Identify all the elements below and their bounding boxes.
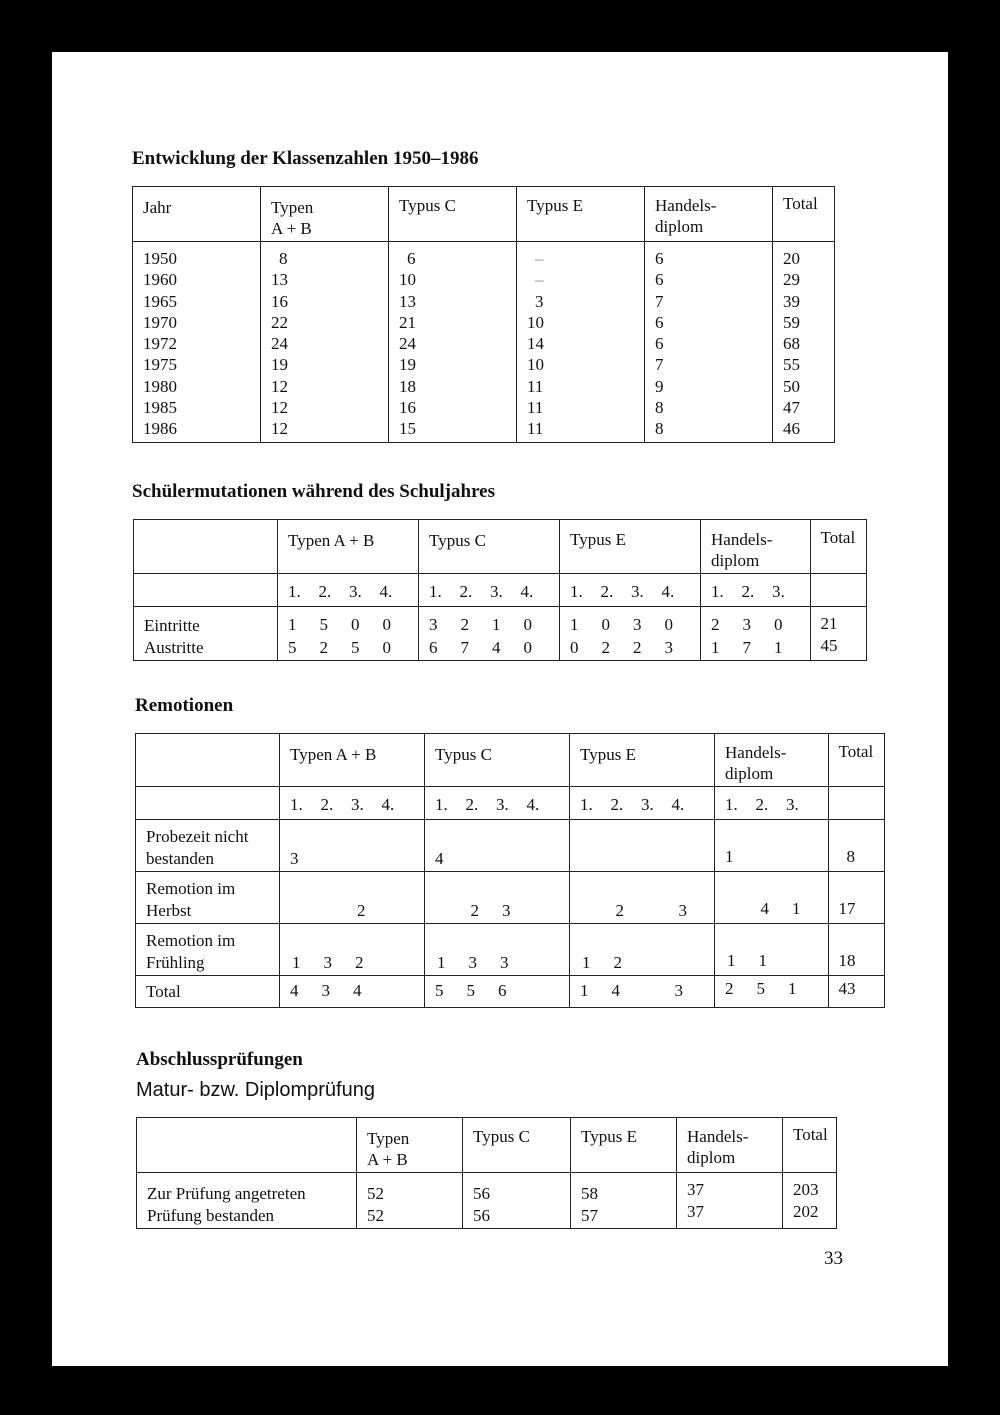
col-header-typus-c: Typus C: [389, 187, 517, 242]
values-ab: [280, 872, 425, 924]
group-header-typen-ab: Typen A + B: [280, 734, 425, 787]
cell: 15: [399, 419, 416, 439]
section-title-klassenzahlen: Entwicklung der Klassenzahlen 1950–1986: [132, 148, 479, 169]
document-page: [52, 52, 948, 1366]
quarter-label: 2.: [459, 582, 473, 601]
group-header-total: Total: [810, 520, 866, 574]
cell: 2: [725, 979, 734, 998]
values-h: [715, 976, 829, 1008]
quarters-e: [570, 787, 715, 820]
cell: 0: [382, 637, 391, 657]
quarter-label: 3.: [631, 582, 644, 601]
group-header-typus-c: Typus C: [419, 520, 560, 574]
table-row-probezeit: [136, 820, 885, 872]
values-h: [715, 820, 829, 872]
cell: 2: [357, 900, 366, 920]
cell: 3: [500, 952, 509, 972]
cell: 1985: [143, 398, 177, 418]
cell: 37: [687, 1201, 704, 1221]
cell: 2: [613, 952, 622, 972]
cell: 5: [351, 637, 360, 657]
cell: 10: [527, 355, 544, 375]
quarter-label: 1.: [288, 582, 301, 601]
col-handelsdiplom: [645, 242, 773, 443]
cell: 16: [399, 398, 416, 418]
cell: –: [535, 270, 544, 290]
col-header-handelsdiplom: Handels- diplom: [645, 187, 773, 242]
cell: 1: [774, 637, 783, 657]
cell: 1: [580, 981, 589, 1000]
cell: [353, 849, 385, 870]
quarter-label: 1.: [429, 582, 442, 601]
col-header-typus-c: Typus C: [463, 1118, 571, 1173]
cell: [385, 849, 417, 870]
row-label: Probezeit nicht bestanden: [136, 820, 280, 872]
quarters-e: [560, 574, 701, 607]
values-c: [425, 872, 570, 924]
row-label: Total: [136, 976, 280, 1008]
cell: 0: [382, 615, 391, 634]
quarter-label: 4.: [661, 582, 675, 601]
cell: 7: [460, 637, 469, 657]
cell: 12: [271, 398, 288, 418]
table-klassenzahlen: [132, 186, 835, 443]
cell: 19: [271, 355, 288, 375]
page-number: 33: [824, 1248, 843, 1269]
cell: 5: [756, 979, 765, 998]
cell: 3: [674, 981, 683, 1000]
values-c: [463, 1173, 571, 1229]
row-label-bestanden: Prüfung bestanden: [147, 1205, 275, 1225]
cell: 11: [527, 376, 544, 396]
quarters-ab: [278, 574, 419, 607]
cell: 57: [581, 1205, 598, 1225]
cell: 39: [783, 291, 800, 311]
quarter-label: 3.: [496, 795, 509, 814]
cell: [729, 899, 761, 920]
values-c: [419, 607, 560, 661]
cell: 9: [655, 376, 664, 396]
cell: 5: [466, 981, 475, 1000]
quarter-label: 3.: [349, 582, 362, 601]
col-jahr: [133, 242, 261, 443]
cell: 16: [271, 291, 288, 311]
col-header-typen-ab: Typen A + B: [357, 1118, 463, 1173]
cell: 3: [468, 952, 477, 972]
cell: [788, 847, 820, 868]
table-abschlusspruefungen: [136, 1117, 837, 1229]
empty-header-cell: [134, 520, 278, 574]
cell: [532, 953, 564, 974]
cell: 52: [367, 1205, 384, 1225]
quarter-header-row: [134, 574, 867, 607]
cell: 14: [527, 334, 544, 354]
cell: 18: [399, 376, 416, 396]
cell: 7: [742, 637, 751, 657]
values-ab: [278, 607, 419, 661]
cell: 3: [664, 637, 673, 657]
cell: 1: [788, 979, 797, 998]
cell: [387, 953, 419, 974]
cell: 21: [820, 614, 838, 633]
cell: 1972: [143, 334, 177, 354]
cell: [326, 901, 358, 922]
cell: [534, 901, 566, 922]
row-label-austritte: Austritte: [144, 637, 204, 657]
total-cell: 8: [828, 820, 884, 872]
cell: 3: [290, 848, 299, 868]
cell: 52: [367, 1184, 384, 1203]
col-typus-e: [517, 242, 645, 443]
cell: 0: [523, 637, 532, 657]
cell: 12: [271, 419, 288, 439]
total-cell: 17: [828, 872, 884, 924]
cell: 5: [288, 637, 297, 657]
quarter-label: 4.: [520, 582, 534, 601]
quarter-label: 3.: [641, 795, 654, 814]
values-ab: [280, 924, 425, 976]
cell: 50: [783, 376, 800, 396]
cell: 1970: [143, 312, 177, 332]
col-typus-c: [389, 242, 517, 443]
cell: 6: [655, 270, 664, 290]
cell: 4: [760, 898, 769, 918]
group-header-typus-e: Typus E: [560, 520, 701, 574]
cell: [530, 981, 562, 1002]
cell: 2: [633, 637, 642, 657]
cell: 4: [290, 981, 299, 1000]
cell: 10: [399, 270, 416, 290]
cell: [584, 901, 616, 922]
cell: 2: [319, 637, 328, 657]
quarter-label: 4.: [381, 795, 395, 814]
values-ab: [280, 820, 425, 872]
col-total: [773, 242, 835, 443]
quarters-ab: [280, 787, 425, 820]
quarter-label: 1.: [580, 795, 593, 814]
row-label-angetreten: Zur Prüfung angetreten: [147, 1184, 306, 1203]
cell: 12: [271, 376, 288, 396]
cell: 202: [793, 1201, 819, 1221]
group-header-typus-e: Typus E: [570, 734, 715, 787]
cell: 1986: [143, 419, 177, 439]
quarter-label: 1.: [435, 795, 448, 814]
cell: 10: [527, 312, 544, 332]
table-header-row: [137, 1118, 837, 1173]
values-total: [783, 1173, 837, 1229]
cell: 1960: [143, 270, 177, 290]
quarter-label: 3.: [772, 582, 785, 601]
empty-cell: [134, 574, 278, 607]
col-typen-ab: [261, 242, 389, 443]
cell: 1: [711, 637, 720, 657]
cell: [530, 849, 562, 870]
cell: 56: [473, 1184, 490, 1203]
quarter-label: 1.: [725, 795, 738, 814]
cell: 1: [437, 952, 446, 972]
values-ab: [357, 1173, 463, 1229]
table-row-herbst: [136, 872, 885, 924]
cell: 7: [655, 291, 664, 311]
row-labels: [134, 607, 278, 661]
quarters-c: [425, 787, 570, 820]
values-c: [425, 976, 570, 1008]
section-subtitle: Matur- bzw. Diplomprüfung: [136, 1079, 375, 1101]
cell: 8: [655, 398, 664, 418]
cell: [294, 901, 326, 922]
values-ab: [280, 976, 425, 1008]
col-header-typus-e: Typus E: [517, 187, 645, 242]
cell: 1: [582, 952, 591, 972]
cell: 3: [429, 615, 438, 634]
col-header-total: Total: [783, 1118, 837, 1173]
cell: 0: [601, 615, 610, 634]
total-cell: 43: [828, 976, 884, 1008]
group-header-handelsdiplom: Handels- diplom: [701, 520, 811, 574]
cell: 1980: [143, 376, 177, 396]
values-e: [570, 976, 715, 1008]
cell: 4: [435, 848, 444, 868]
cell: 2: [460, 615, 469, 634]
values-total: [810, 607, 866, 661]
row-label: Remotion im Herbst: [136, 872, 280, 924]
cell: 37: [687, 1180, 704, 1199]
cell: [439, 901, 471, 922]
quarter-label: 2.: [320, 795, 334, 814]
cell: –: [535, 249, 544, 268]
group-header-total: Total: [828, 734, 884, 787]
cell: 6: [655, 249, 664, 268]
quarter-label: 3.: [786, 795, 799, 814]
quarter-label: 4.: [379, 582, 393, 601]
cell: 11: [527, 419, 544, 439]
empty-cell: [810, 574, 866, 607]
cell: 68: [783, 334, 800, 354]
cell: 21: [399, 312, 416, 332]
row-label: Remotion im Frühling: [136, 924, 280, 976]
cell: 11: [527, 398, 544, 418]
values-c: [425, 924, 570, 976]
cell: 13: [271, 270, 288, 290]
col-header-typus-e: Typus E: [571, 1118, 677, 1173]
cell: 58: [581, 1184, 598, 1203]
cell: 0: [664, 615, 673, 634]
cell: 2: [615, 900, 624, 920]
quarter-label: 1.: [290, 795, 303, 814]
values-e: [570, 820, 715, 872]
table-row-total: [136, 976, 885, 1008]
quarter-label: 3.: [351, 795, 364, 814]
cell: [322, 849, 354, 870]
cell: [757, 847, 789, 868]
cell: 5: [319, 615, 328, 634]
cell: 1: [570, 615, 579, 634]
cell: 47: [783, 398, 800, 418]
cell: 2: [355, 952, 364, 972]
cell: [790, 951, 822, 972]
values-h: [677, 1173, 783, 1229]
section-title-abschlusspruefungen: Abschlussprüfungen: [136, 1049, 303, 1070]
cell: [389, 901, 421, 922]
values-h: [715, 872, 829, 924]
values-e: [571, 1173, 677, 1229]
quarter-label: 1.: [711, 582, 724, 601]
cell: 6: [407, 249, 416, 268]
cell: 2: [470, 900, 479, 920]
cell: 4: [353, 981, 362, 1000]
cell: 1: [292, 952, 301, 972]
cell: 8: [655, 419, 664, 439]
row-label-eintritte: Eintritte: [144, 616, 200, 635]
cell: [385, 981, 417, 1002]
values-e: [560, 607, 701, 661]
col-header-handelsdiplom: Handels- diplom: [677, 1118, 783, 1173]
col-header-jahr: Jahr: [133, 187, 261, 242]
cell: [677, 953, 709, 974]
quarters-h: [715, 787, 829, 820]
table-body-row: [137, 1173, 837, 1229]
cell: 3: [678, 900, 687, 920]
empty-header-cell: [137, 1118, 357, 1173]
quarters-h: [701, 574, 811, 607]
cell: 1: [288, 615, 297, 634]
cell: 59: [783, 312, 800, 332]
quarter-label: 2.: [318, 582, 332, 601]
values-e: [570, 924, 715, 976]
values-e: [570, 872, 715, 924]
quarters-c: [419, 574, 560, 607]
cell: 0: [351, 615, 360, 634]
cell: 6: [655, 334, 664, 354]
quarter-label: 2.: [755, 795, 769, 814]
cell: 5: [435, 981, 444, 1000]
cell: 1: [492, 615, 501, 634]
values-c: [425, 820, 570, 872]
cell: 8: [279, 249, 288, 268]
cell: 1: [758, 950, 767, 970]
cell: 24: [399, 334, 416, 354]
group-header-typus-c: Typus C: [425, 734, 570, 787]
cell: 24: [271, 334, 288, 354]
cell: 0: [570, 637, 579, 657]
group-header-handelsdiplom: Handels- diplom: [715, 734, 829, 787]
table-body-row: [133, 242, 835, 443]
section-title-schuelermutationen: Schülermutationen während des Schuljahres: [132, 481, 495, 502]
cell: 1: [725, 846, 734, 866]
table-remotionen: [135, 733, 885, 1008]
cell: 46: [783, 419, 800, 439]
cell: 4: [492, 637, 501, 657]
cell: 20: [783, 249, 800, 268]
cell: 4: [611, 981, 620, 1000]
table-row-fruehling: [136, 924, 885, 976]
cell: 45: [820, 635, 838, 655]
cell: [467, 849, 499, 870]
col-header-typen-ab: Typen A + B: [261, 187, 389, 242]
cell: 1975: [143, 355, 177, 375]
quarter-header-row: [136, 787, 885, 820]
cell: 13: [399, 291, 416, 311]
quarter-label: 3.: [490, 582, 503, 601]
col-header-total: Total: [773, 187, 835, 242]
cell: [645, 953, 677, 974]
cell: 56: [473, 1205, 490, 1225]
table-body-row: [134, 607, 867, 661]
cell: 2: [601, 637, 610, 657]
cell: 3: [633, 615, 642, 634]
cell: 3: [323, 952, 332, 972]
quarter-label: 2.: [741, 582, 755, 601]
cell: 7: [655, 355, 664, 375]
cell: [647, 901, 679, 922]
cell: 1965: [143, 291, 177, 311]
cell: 3: [535, 291, 544, 311]
cell: 6: [498, 981, 507, 1000]
cell: 19: [399, 355, 416, 375]
cell: 22: [271, 312, 288, 332]
section-title-remotionen: Remotionen: [135, 695, 234, 716]
empty-header-cell: [136, 734, 280, 787]
cell: 2: [711, 615, 720, 634]
cell: [643, 981, 675, 1002]
cell: 1: [727, 950, 736, 970]
cell: [498, 849, 530, 870]
quarter-label: 4.: [526, 795, 540, 814]
cell: 6: [429, 637, 438, 657]
table-header-row: [133, 187, 835, 242]
quarter-label: 1.: [570, 582, 583, 601]
empty-cell: [136, 787, 280, 820]
values-h: [715, 924, 829, 976]
quarter-label: 2.: [465, 795, 479, 814]
row-labels: [137, 1173, 357, 1229]
quarter-label: 4.: [671, 795, 685, 814]
empty-cell: [828, 787, 884, 820]
cell: 1950: [143, 249, 177, 268]
table-header-row: [134, 520, 867, 574]
table-header-row: [136, 734, 885, 787]
cell: 55: [783, 355, 800, 375]
cell: 3: [742, 615, 751, 634]
group-header-typen-ab: Typen A + B: [278, 520, 419, 574]
quarter-label: 2.: [610, 795, 624, 814]
values-h: [701, 607, 811, 661]
cell: 0: [774, 615, 783, 634]
cell: 0: [523, 615, 532, 634]
cell: 3: [321, 981, 330, 1000]
cell: 203: [793, 1180, 819, 1199]
cell: 3: [502, 900, 511, 920]
cell: 29: [783, 270, 800, 290]
total-cell: 18: [828, 924, 884, 976]
quarter-label: 2.: [600, 582, 614, 601]
cell: 1: [792, 898, 801, 918]
table-schuelermutationen: [133, 519, 867, 661]
cell: 6: [655, 312, 664, 332]
